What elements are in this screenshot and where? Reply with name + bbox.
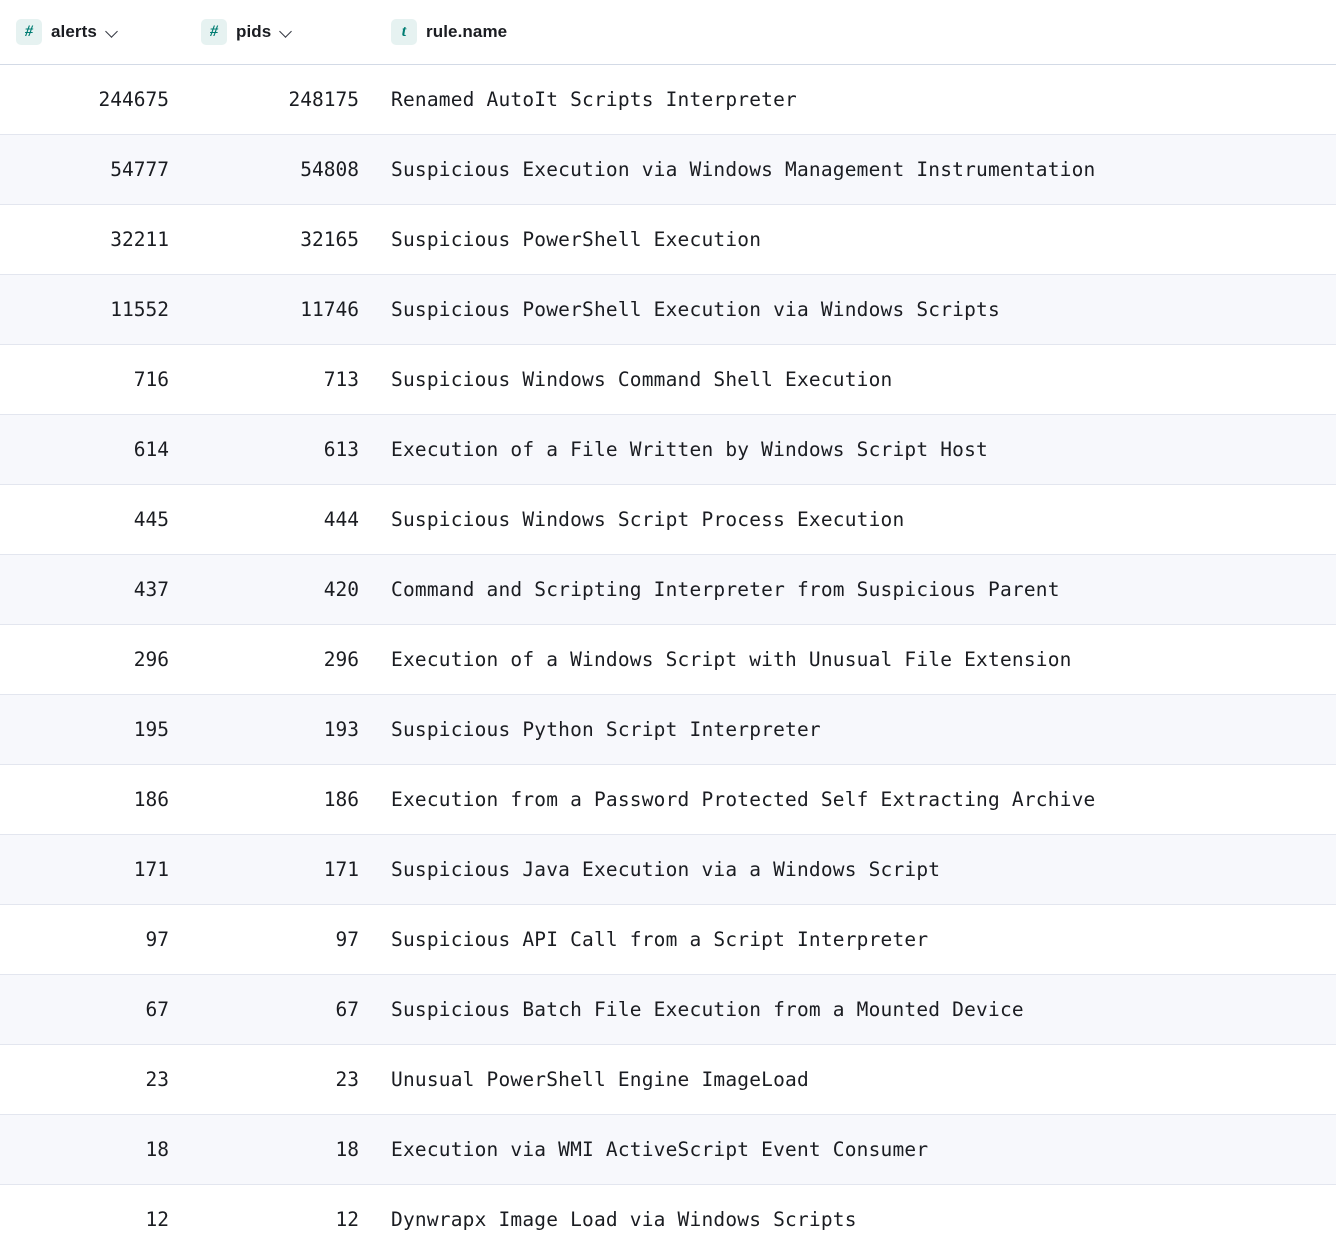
cell-alerts: 54777: [0, 134, 185, 204]
cell-pids: 32165: [185, 204, 375, 274]
table-row[interactable]: [0, 1044, 1336, 1114]
number-field-icon: #: [16, 19, 42, 45]
cell-rule-name: Execution via WMI ActiveScript Event Consumer: [375, 1114, 1336, 1184]
column-header-label-alerts: alerts: [51, 21, 97, 41]
cell-alerts: 171: [0, 834, 185, 904]
text-field-icon: t: [391, 19, 417, 45]
cell-alerts: 445: [0, 484, 185, 554]
cell-alerts: 97: [0, 904, 185, 974]
cell-rule-name: Renamed AutoIt Scripts Interpreter: [375, 64, 1336, 134]
cell-pids: 713: [185, 344, 375, 414]
table-row[interactable]: [0, 414, 1336, 484]
cell-alerts: 32211: [0, 204, 185, 274]
cell-alerts: 11552: [0, 274, 185, 344]
cell-pids: 420: [185, 554, 375, 624]
cell-alerts: 614: [0, 414, 185, 484]
cell-pids: 186: [185, 764, 375, 834]
cell-alerts: 12: [0, 1184, 185, 1254]
column-header-rule-name[interactable]: [375, 0, 1336, 64]
chevron-down-icon[interactable]: [106, 25, 120, 39]
table-row[interactable]: [0, 624, 1336, 694]
table-row[interactable]: [0, 694, 1336, 764]
cell-pids: 23: [185, 1044, 375, 1114]
cell-rule-name: Suspicious PowerShell Execution: [375, 204, 1336, 274]
cell-pids: 18: [185, 1114, 375, 1184]
cell-rule-name: Execution of a File Written by Windows Script Host: [375, 414, 1336, 484]
cell-pids: 11746: [185, 274, 375, 344]
table-row[interactable]: [0, 554, 1336, 624]
cell-alerts: 716: [0, 344, 185, 414]
cell-alerts: 67: [0, 974, 185, 1044]
table-row[interactable]: [0, 1184, 1336, 1254]
column-header-label-pids: pids: [236, 21, 272, 41]
table-row[interactable]: [0, 204, 1336, 274]
cell-pids: 296: [185, 624, 375, 694]
cell-pids: 54808: [185, 134, 375, 204]
cell-pids: 67: [185, 974, 375, 1044]
cell-pids: 171: [185, 834, 375, 904]
table-body: [0, 64, 1336, 1254]
column-header-pids[interactable]: [185, 0, 375, 64]
column-header-label-rule-name: rule.name: [426, 21, 508, 41]
cell-rule-name: Unusual PowerShell Engine ImageLoad: [375, 1044, 1336, 1114]
cell-rule-name: Suspicious Windows Script Process Execution: [375, 484, 1336, 554]
cell-pids: 193: [185, 694, 375, 764]
cell-alerts: 244675: [0, 64, 185, 134]
cell-rule-name: Suspicious Execution via Windows Management Instrumentation: [375, 134, 1336, 204]
number-field-icon: #: [201, 19, 227, 45]
cell-alerts: 18: [0, 1114, 185, 1184]
cell-alerts: 437: [0, 554, 185, 624]
table-row[interactable]: [0, 1114, 1336, 1184]
cell-rule-name: Suspicious API Call from a Script Interpreter: [375, 904, 1336, 974]
table-header-row: [0, 0, 1336, 64]
table-row[interactable]: [0, 274, 1336, 344]
cell-rule-name: Suspicious Java Execution via a Windows Script: [375, 834, 1336, 904]
column-header-alerts[interactable]: [0, 0, 185, 64]
cell-pids: 97: [185, 904, 375, 974]
cell-rule-name: Execution of a Windows Script with Unusual File Extension: [375, 624, 1336, 694]
cell-alerts: 23: [0, 1044, 185, 1114]
cell-pids: 444: [185, 484, 375, 554]
chevron-down-icon[interactable]: [280, 25, 294, 39]
table-row[interactable]: [0, 344, 1336, 414]
cell-alerts: 296: [0, 624, 185, 694]
table-row[interactable]: [0, 64, 1336, 134]
cell-rule-name: Dynwrapx Image Load via Windows Scripts: [375, 1184, 1336, 1254]
cell-rule-name: Suspicious Batch File Execution from a Mounted Device: [375, 974, 1336, 1044]
cell-rule-name: Suspicious Python Script Interpreter: [375, 694, 1336, 764]
table-row[interactable]: [0, 834, 1336, 904]
cell-pids: 613: [185, 414, 375, 484]
table-row[interactable]: [0, 484, 1336, 554]
cell-rule-name: Execution from a Password Protected Self Extracting Archive: [375, 764, 1336, 834]
table-row[interactable]: [0, 134, 1336, 204]
cell-alerts: 186: [0, 764, 185, 834]
cell-alerts: 195: [0, 694, 185, 764]
table-header: [0, 0, 1336, 64]
cell-rule-name: Command and Scripting Interpreter from Suspicious Parent: [375, 554, 1336, 624]
cell-rule-name: Suspicious Windows Command Shell Execution: [375, 344, 1336, 414]
table-row[interactable]: [0, 974, 1336, 1044]
table-row[interactable]: [0, 904, 1336, 974]
cell-rule-name: Suspicious PowerShell Execution via Windows Scripts: [375, 274, 1336, 344]
cell-pids: 12: [185, 1184, 375, 1254]
table-row[interactable]: [0, 764, 1336, 834]
cell-pids: 248175: [185, 64, 375, 134]
